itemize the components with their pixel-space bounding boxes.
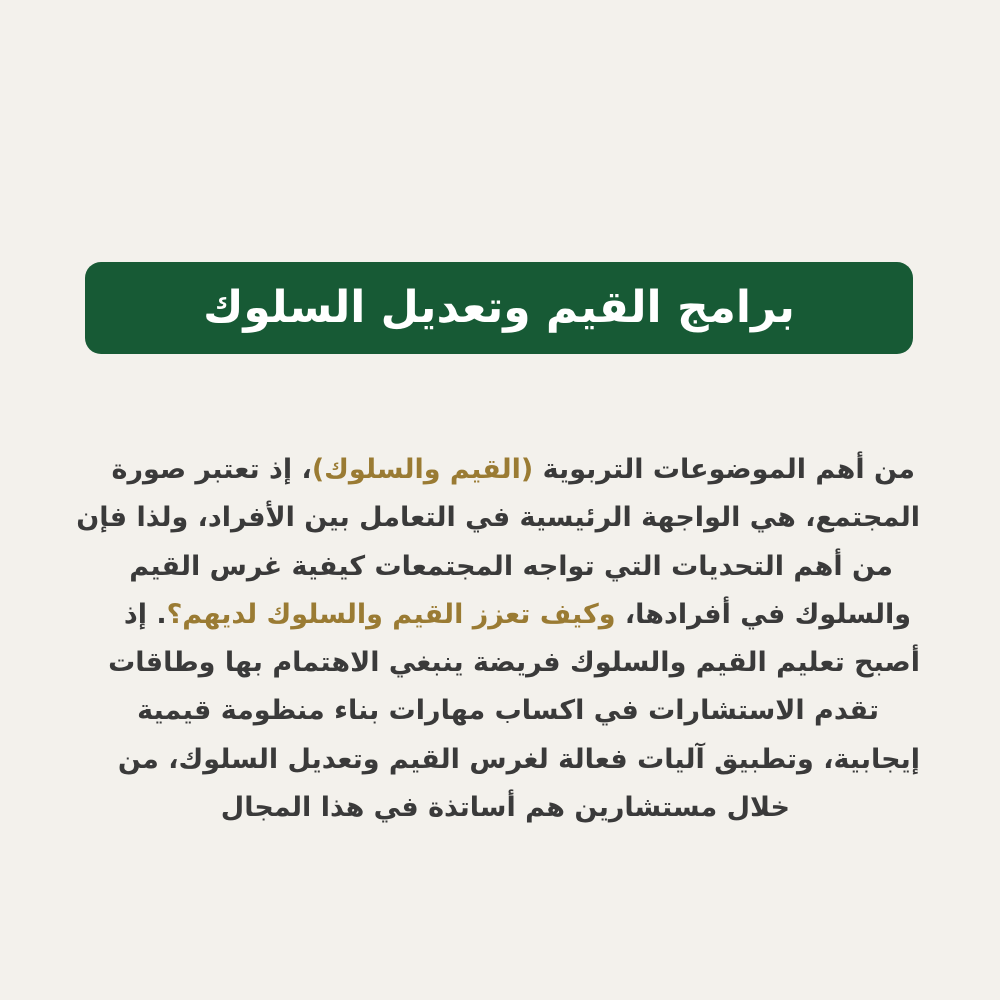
line-1-start: من أهم الموضوعات التربوية [533,454,915,485]
body-paragraph [75,446,920,832]
paragraph-line-3: من أهم التحديات التي تواجه المجتمعات كيفية غرس القيم [129,550,893,582]
paragraph-line-8: خلال مستشارين هم أساتذة في هذا المجال [220,792,790,824]
paragraph-line-7: إيجابية، وتطبيق آليات فعالة لغرس القيم وتعديل السلوك، من [117,743,920,775]
highlight-question: وكيف تعزز القيم والسلوك لديهم؟ [166,598,616,630]
paragraph-line-2: المجتمع، هي الواجهة الرئيسية في التعامل بين الأفراد، ولذا فإن [76,502,920,534]
paragraph-line-1 [75,446,920,494]
line-4-end: . إذ [123,598,167,630]
line-4-start: والسلوك في أفرادها، [615,598,911,630]
paragraph-line-5: أصبح تعليم القيم والسلوك فريضة ينبغي الاهتمام بها وطاقات [108,647,920,679]
paragraph-line-4 [75,591,920,639]
line-1-end: ، إذ تعتبر صورة [111,454,312,485]
highlight-values-behavior: (القيم والسلوك) [311,454,534,485]
paragraph-line-6: تقدم الاستشارات في اكساب مهارات بناء منظومة قيمية [137,695,879,727]
page-title: برامج القيم وتعديل السلوك [203,282,795,333]
title-banner [85,262,913,354]
